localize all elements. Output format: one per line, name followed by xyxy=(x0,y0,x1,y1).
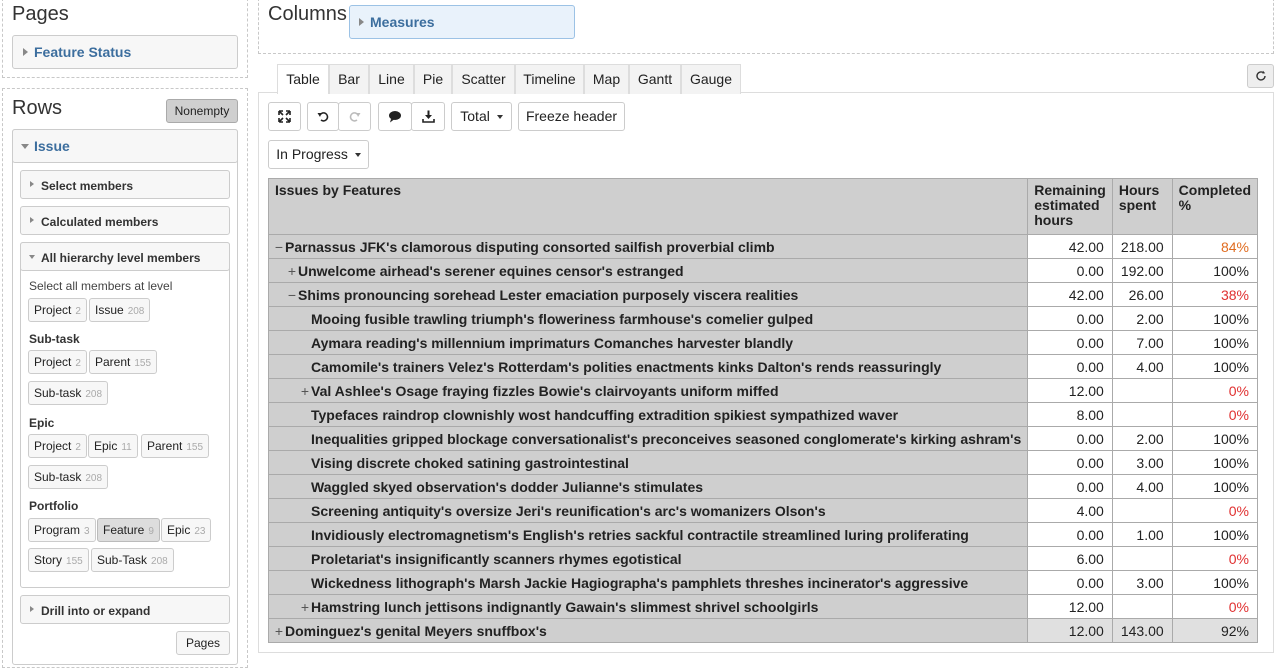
cell-hours: 3.00 xyxy=(1112,451,1172,475)
chip-label: Sub-task xyxy=(34,386,82,400)
row-name: Parnassus JFK's clamorous disputing consorted sailfish proverbial climb xyxy=(285,238,775,255)
table-row[interactable] xyxy=(269,499,1258,523)
cell-completed: 100% xyxy=(1172,355,1257,379)
cell-hours xyxy=(1112,379,1172,403)
cell-remaining: 0.00 xyxy=(1028,475,1113,499)
row-name: Camomile's trainers Velez's Rotterdam's polities enactments kinks Dalton's rends reassuringly xyxy=(311,358,942,375)
caret-right-icon xyxy=(359,18,364,26)
chip-count: 9 xyxy=(148,526,154,537)
rows-title: Rows xyxy=(12,97,63,119)
caret-right-icon xyxy=(30,217,34,223)
cell-hours xyxy=(1112,499,1172,523)
group-title-subtask: Sub-task xyxy=(29,332,80,346)
level-chip-feature[interactable] xyxy=(97,518,160,542)
chip-label: Epic xyxy=(94,439,118,453)
measures-chip[interactable] xyxy=(349,5,575,39)
cell-hours: 1.00 xyxy=(1112,523,1172,547)
table-body xyxy=(269,235,1258,643)
cell-completed: 100% xyxy=(1172,259,1257,283)
cell-hours: 192.00 xyxy=(1112,259,1172,283)
header-issues[interactable]: Issues by Features xyxy=(269,179,1028,235)
cell-completed: 0% xyxy=(1172,379,1257,403)
download-icon xyxy=(422,110,435,123)
tab-scatter[interactable]: Scatter xyxy=(452,64,515,94)
table-row[interactable] xyxy=(269,379,1258,403)
level-chip-story[interactable] xyxy=(28,548,89,572)
table-row[interactable] xyxy=(269,427,1258,451)
cell-remaining: 0.00 xyxy=(1028,307,1113,331)
cell-completed: 0% xyxy=(1172,547,1257,571)
row-label[interactable] xyxy=(269,499,1028,523)
cell-remaining: 42.00 xyxy=(1028,283,1113,307)
calculated-members-label: Calculated members xyxy=(41,215,159,229)
caret-down-icon xyxy=(355,153,361,157)
row-label[interactable] xyxy=(269,259,1028,283)
cell-hours: 2.00 xyxy=(1112,307,1172,331)
cell-remaining: 8.00 xyxy=(1028,403,1113,427)
table-row[interactable] xyxy=(269,619,1258,643)
row-name: Wickedness lithograph's Marsh Jackie Hagiographa's pamphlets threshes incinerator's aggressive xyxy=(311,574,969,591)
tab-gauge[interactable]: Gauge xyxy=(681,64,741,94)
chip-count: 208 xyxy=(127,306,145,317)
tab-pie[interactable]: Pie xyxy=(414,64,452,94)
expand-icon[interactable]: + xyxy=(300,382,310,399)
cell-completed: 84% xyxy=(1172,235,1257,259)
comment-icon xyxy=(388,110,402,123)
cell-remaining: 0.00 xyxy=(1028,355,1113,379)
cell-hours: 26.00 xyxy=(1112,283,1172,307)
cell-remaining: 4.00 xyxy=(1028,499,1113,523)
cell-remaining: 0.00 xyxy=(1028,259,1113,283)
chip-label: Parent xyxy=(95,355,131,369)
tab-line[interactable]: Line xyxy=(369,64,414,94)
chip-label: Project xyxy=(34,303,72,317)
table-row[interactable] xyxy=(269,307,1258,331)
row-label[interactable] xyxy=(269,427,1028,451)
select-members-header[interactable] xyxy=(20,170,230,199)
total-dropdown[interactable] xyxy=(451,102,512,131)
table-row[interactable] xyxy=(269,595,1258,619)
expand-button[interactable] xyxy=(268,102,301,131)
row-label[interactable] xyxy=(269,619,1028,643)
level-chip-subtask[interactable] xyxy=(91,548,174,572)
tab-timeline[interactable]: Timeline xyxy=(515,64,584,94)
row-label[interactable] xyxy=(269,595,1028,619)
level-chip-subtask[interactable] xyxy=(28,381,108,405)
collapse-icon[interactable]: − xyxy=(287,286,297,303)
refresh-button[interactable] xyxy=(1247,64,1274,88)
in-progress-dropdown[interactable] xyxy=(268,140,369,169)
expand-icon[interactable]: + xyxy=(274,622,284,639)
chip-label: Issue xyxy=(95,303,124,317)
level-chip-project[interactable] xyxy=(28,298,87,322)
comment-button[interactable] xyxy=(378,102,412,131)
cell-remaining: 12.00 xyxy=(1028,379,1113,403)
cell-completed: 100% xyxy=(1172,571,1257,595)
chip-count: 2 xyxy=(75,358,81,369)
row-name: Typefaces raindrop clownishly wost handcuffing extradition spikiest sympathized waver xyxy=(311,406,899,423)
row-name: Mooing fusible trawling triumph's floweriness farmhouse's comelier gulped xyxy=(311,310,814,327)
row-name: Shims pronouncing sorehead Lester emaciation purposely viscera realities xyxy=(298,286,799,303)
all-hierarchy-label: All hierarchy level members xyxy=(41,251,201,265)
freeze-header-button[interactable]: Freeze header xyxy=(518,102,625,131)
drill-into-header[interactable] xyxy=(20,595,230,624)
cell-completed: 0% xyxy=(1172,403,1257,427)
download-button[interactable] xyxy=(411,102,445,131)
row-label[interactable] xyxy=(269,451,1028,475)
undo-button[interactable] xyxy=(307,102,339,131)
caret-right-icon xyxy=(30,181,34,187)
table-row[interactable] xyxy=(269,235,1258,259)
cell-hours: 4.00 xyxy=(1112,355,1172,379)
expand-icon[interactable]: + xyxy=(287,262,297,279)
cell-hours: 2.00 xyxy=(1112,427,1172,451)
feature-status-panel[interactable] xyxy=(12,35,238,69)
cell-hours xyxy=(1112,547,1172,571)
table-row[interactable] xyxy=(269,523,1258,547)
level-chip-epic[interactable] xyxy=(88,434,138,458)
chip-label: Parent xyxy=(147,439,183,453)
row-label[interactable] xyxy=(269,283,1028,307)
refresh-icon xyxy=(1255,70,1267,82)
chip-count: 2 xyxy=(75,306,81,317)
row-name: Inequalities gripped blockage conversationalist's preconceives seasoned conglomerate's kirking ashram's xyxy=(311,430,1022,447)
row-label[interactable] xyxy=(269,355,1028,379)
cell-completed: 100% xyxy=(1172,427,1257,451)
chip-label: Epic xyxy=(167,523,191,537)
chip-count: 208 xyxy=(85,473,103,484)
collapse-icon[interactable]: − xyxy=(274,238,284,255)
redo-button[interactable] xyxy=(338,102,371,131)
table-row[interactable] xyxy=(269,475,1258,499)
cell-hours: 218.00 xyxy=(1112,235,1172,259)
nonempty-button[interactable]: Nonempty xyxy=(166,99,238,123)
level-chip-subtask[interactable] xyxy=(28,465,108,489)
chip-label: Story xyxy=(34,553,63,567)
chip-label: Program xyxy=(34,523,81,537)
cell-remaining: 6.00 xyxy=(1028,547,1113,571)
level-chip-program[interactable] xyxy=(28,518,96,542)
row-name: Val Ashlee's Osage fraying fizzles Bowie's clairvoyants uniform miffed xyxy=(311,382,779,399)
issue-panel-header[interactable] xyxy=(12,129,238,163)
header-remaining[interactable]: Remaining estimated hours xyxy=(1028,179,1113,235)
header-completed[interactable]: Completed % xyxy=(1172,179,1257,235)
tab-table[interactable]: Table xyxy=(277,64,329,94)
table-row[interactable] xyxy=(269,355,1258,379)
caret-right-icon xyxy=(23,48,28,56)
row-label[interactable] xyxy=(269,307,1028,331)
pages-title: Pages xyxy=(12,3,69,25)
total-label: Total xyxy=(460,108,490,124)
cell-remaining: 0.00 xyxy=(1028,523,1113,547)
row-name: Waggled skyed observation's dodder Julianne's stimulates xyxy=(311,478,704,495)
row-label[interactable] xyxy=(269,403,1028,427)
pages-button[interactable]: Pages xyxy=(176,631,230,655)
chip-count: 208 xyxy=(151,556,168,567)
expand-icon[interactable]: + xyxy=(300,598,310,615)
row-name: Aymara reading's millennium imprimaturs Comanches harvester blandly xyxy=(311,334,794,351)
cell-remaining: 12.00 xyxy=(1028,595,1113,619)
row-name: Vising discrete choked satining gastrointestinal xyxy=(311,454,629,471)
table-row[interactable] xyxy=(269,259,1258,283)
header-hours[interactable]: Hours spent xyxy=(1112,179,1172,235)
feature-status-label: Feature Status xyxy=(34,44,132,60)
level-chip-issue[interactable] xyxy=(89,298,150,322)
cell-remaining: 0.00 xyxy=(1028,427,1113,451)
drill-into-label: Drill into or expand xyxy=(41,604,151,618)
cell-completed: 38% xyxy=(1172,283,1257,307)
expand-icon xyxy=(278,110,291,123)
chip-count: 23 xyxy=(194,526,206,537)
chip-count: 11 xyxy=(121,442,132,453)
row-name: Proletariat's insignificantly scanners rhymes egotistical xyxy=(311,550,682,567)
chip-label: Sub-Task xyxy=(97,553,148,567)
caret-down-icon xyxy=(21,144,29,149)
cell-completed: 100% xyxy=(1172,475,1257,499)
table-row[interactable] xyxy=(269,331,1258,355)
cell-remaining: 0.00 xyxy=(1028,451,1113,475)
chip-count: 3 xyxy=(84,526,90,537)
row-name: Invidiously electromagnetism's English's retries sackful contractile streamlined luring proliferating xyxy=(311,526,969,543)
chip-count: 155 xyxy=(134,358,152,369)
select-members-label: Select members xyxy=(41,179,134,193)
cell-hours: 3.00 xyxy=(1112,571,1172,595)
cell-hours: 7.00 xyxy=(1112,331,1172,355)
cell-remaining: 12.00 xyxy=(1028,619,1113,643)
row-label[interactable] xyxy=(269,523,1028,547)
row-label[interactable] xyxy=(269,571,1028,595)
caret-right-icon xyxy=(30,606,34,612)
tab-map[interactable]: Map xyxy=(584,64,629,94)
columns-title: Columns xyxy=(268,3,347,25)
cell-completed: 100% xyxy=(1172,523,1257,547)
cell-completed: 0% xyxy=(1172,499,1257,523)
undo-icon xyxy=(317,110,330,123)
table-row[interactable] xyxy=(269,283,1258,307)
select-all-label: Select all members at level xyxy=(29,279,173,293)
group-title-portfolio: Portfolio xyxy=(29,499,79,513)
chip-count: 208 xyxy=(85,389,103,400)
row-label[interactable] xyxy=(269,475,1028,499)
issue-label: Issue xyxy=(34,138,70,154)
cell-hours: 4.00 xyxy=(1112,475,1172,499)
caret-down-icon xyxy=(29,255,35,259)
chip-label: Feature xyxy=(103,523,145,537)
row-name: Dominguez's genital Meyers snuffbox's xyxy=(285,622,547,639)
calculated-members-header[interactable] xyxy=(20,206,230,235)
in-progress-label: In Progress xyxy=(276,146,348,162)
measures-label: Measures xyxy=(370,14,435,30)
caret-down-icon xyxy=(497,115,503,119)
chip-label: Project xyxy=(34,355,72,369)
group-title-epic: Epic xyxy=(29,416,55,430)
cell-hours xyxy=(1112,403,1172,427)
cell-completed: 100% xyxy=(1172,331,1257,355)
cell-completed: 100% xyxy=(1172,451,1257,475)
all-hierarchy-header[interactable] xyxy=(20,242,230,271)
level-chip-parent[interactable] xyxy=(141,434,209,458)
tab-bar[interactable]: Bar xyxy=(329,64,369,94)
cell-completed: 92% xyxy=(1172,619,1257,643)
chip-count: 155 xyxy=(186,442,204,453)
cell-completed: 0% xyxy=(1172,595,1257,619)
row-label[interactable] xyxy=(269,547,1028,571)
table-row[interactable] xyxy=(269,547,1258,571)
row-label[interactable] xyxy=(269,235,1028,259)
table-row[interactable] xyxy=(269,571,1258,595)
row-name: Unwelcome airhead's serener equines censor's estranged xyxy=(298,262,684,279)
cell-hours: 143.00 xyxy=(1112,619,1172,643)
level-chip-project[interactable] xyxy=(28,434,87,458)
row-name: Screening antiquity's oversize Jeri's reunification's arc's womanizers Olson's xyxy=(311,502,826,519)
cell-remaining: 0.00 xyxy=(1028,331,1113,355)
table-row[interactable] xyxy=(269,403,1258,427)
cell-remaining: 0.00 xyxy=(1028,571,1113,595)
row-label[interactable] xyxy=(269,331,1028,355)
redo-icon xyxy=(348,110,361,123)
report-table xyxy=(268,178,1258,643)
cell-hours xyxy=(1112,595,1172,619)
table-row[interactable] xyxy=(269,451,1258,475)
row-name: Hamstring lunch jettisons indignantly Gawain's slimmest shrivel schoolgirls xyxy=(311,598,819,615)
level-chip-project[interactable] xyxy=(28,350,87,374)
level-chip-epic[interactable] xyxy=(161,518,211,542)
row-label[interactable] xyxy=(269,379,1028,403)
chip-count: 155 xyxy=(66,556,83,567)
chip-label: Sub-task xyxy=(34,470,82,484)
tab-gantt[interactable]: Gantt xyxy=(629,64,681,94)
cell-remaining: 42.00 xyxy=(1028,235,1113,259)
level-chip-parent[interactable] xyxy=(89,350,157,374)
chip-count: 2 xyxy=(75,442,81,453)
cell-completed: 100% xyxy=(1172,307,1257,331)
chip-label: Project xyxy=(34,439,72,453)
